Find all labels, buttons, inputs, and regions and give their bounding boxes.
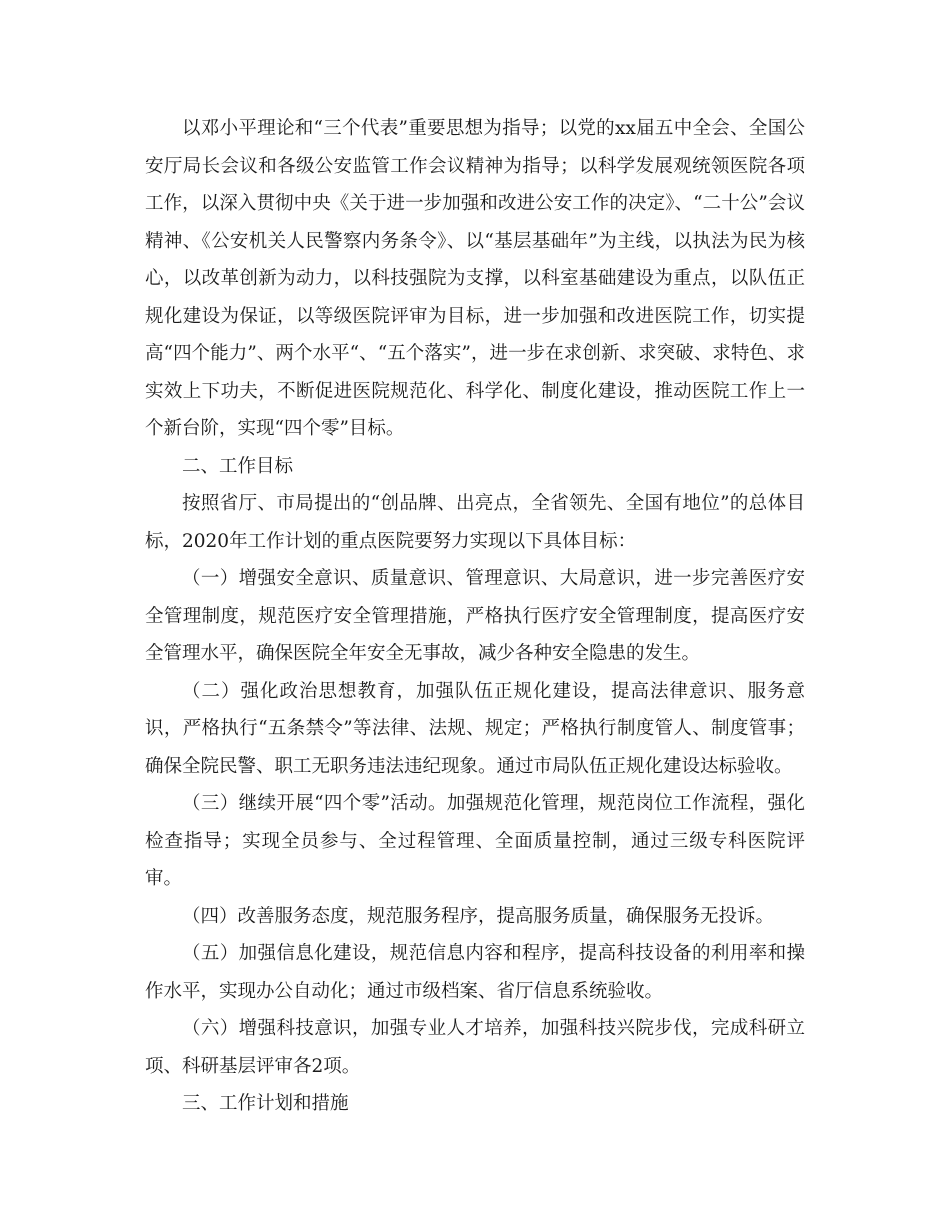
section-heading-plans: 三、工作计划和措施 (182, 1093, 349, 1114)
section-heading-goals: 二、工作目标 (182, 455, 294, 477)
document-body (145, 110, 805, 1123)
intro-paragraph: 以邓小平理论和“三个代表”重要思想为指导；以党的xx届五中全会、全国公安厅局长会议和各级公安监管工作会议精神为指导；以科学发展观统领医院各项工作，以深入贯彻中央《关于进一步加强和改进公安工作的决定》、“二十公”会议精神、《公安机关人民警察内务条令》、以“基层基础年”为主线，以执法为民为核心，以改革创新为动力，以科技强院为支撑，以科室基础建设为重点，以队伍正规化建设为保证，以等级医院评审为目标，进一步加强和改进医院工作，切实提高“四个能力”、两个水平“、“五个落实”，进一步在求创新、求突破、求特色、求实效上下功夫，不断促进医院规范化、科学化、制度化建设，推动医院工作上一个新台阶，实现“四个零”目标。 (145, 118, 805, 439)
goal-item-5: （五）加强信息化建设，规范信息内容和程序，提高科技设备的利用率和操作水平，实现办公自动化；通过市级档案、省厅信息系统验收。 (145, 943, 805, 1002)
goal-item-3: （三）继续开展“四个零”活动。加强规范化管理，规范岗位工作流程，强化检查指导；实现全员参与、全过程管理、全面质量控制，通过三级专科医院评审。 (145, 793, 805, 889)
goal-item-2: （二）强化政治思想教育，加强队伍正规化建设，提高法律意识、服务意识，严格执行“五条禁令”等法律、法规、规定；严格执行制度管人、制度管事；确保全院民警、职工无职务违法违纪现象。通过市局队伍正规化建设达标验收。 (145, 680, 805, 777)
goal-item-6: （六）增强科技意识，加强专业人才培养，加强科技兴院步伐，完成科研立项、科研基层评审各2项。 (145, 1018, 805, 1077)
goals-overview-paragraph: 按照省厅、市局提出的“创品牌、出亮点，全省领先、全国有地位”的总体目标，2020年工作计划的重点医院要努力实现以下具体目标： (145, 493, 805, 552)
goal-item-1: （一）增强安全意识、质量意识、管理意识、大局意识，进一步完善医疗安全管理制度，规范医疗安全管理措施，严格执行医疗安全管理制度，提高医疗安全管理水平，确保医院全年安全无事故，减少各种安全隐患的发生。 (145, 568, 805, 664)
goal-item-4: （四）改善服务态度，规范服务程序，提高服务质量，确保服务无投诉。 (182, 905, 775, 927)
